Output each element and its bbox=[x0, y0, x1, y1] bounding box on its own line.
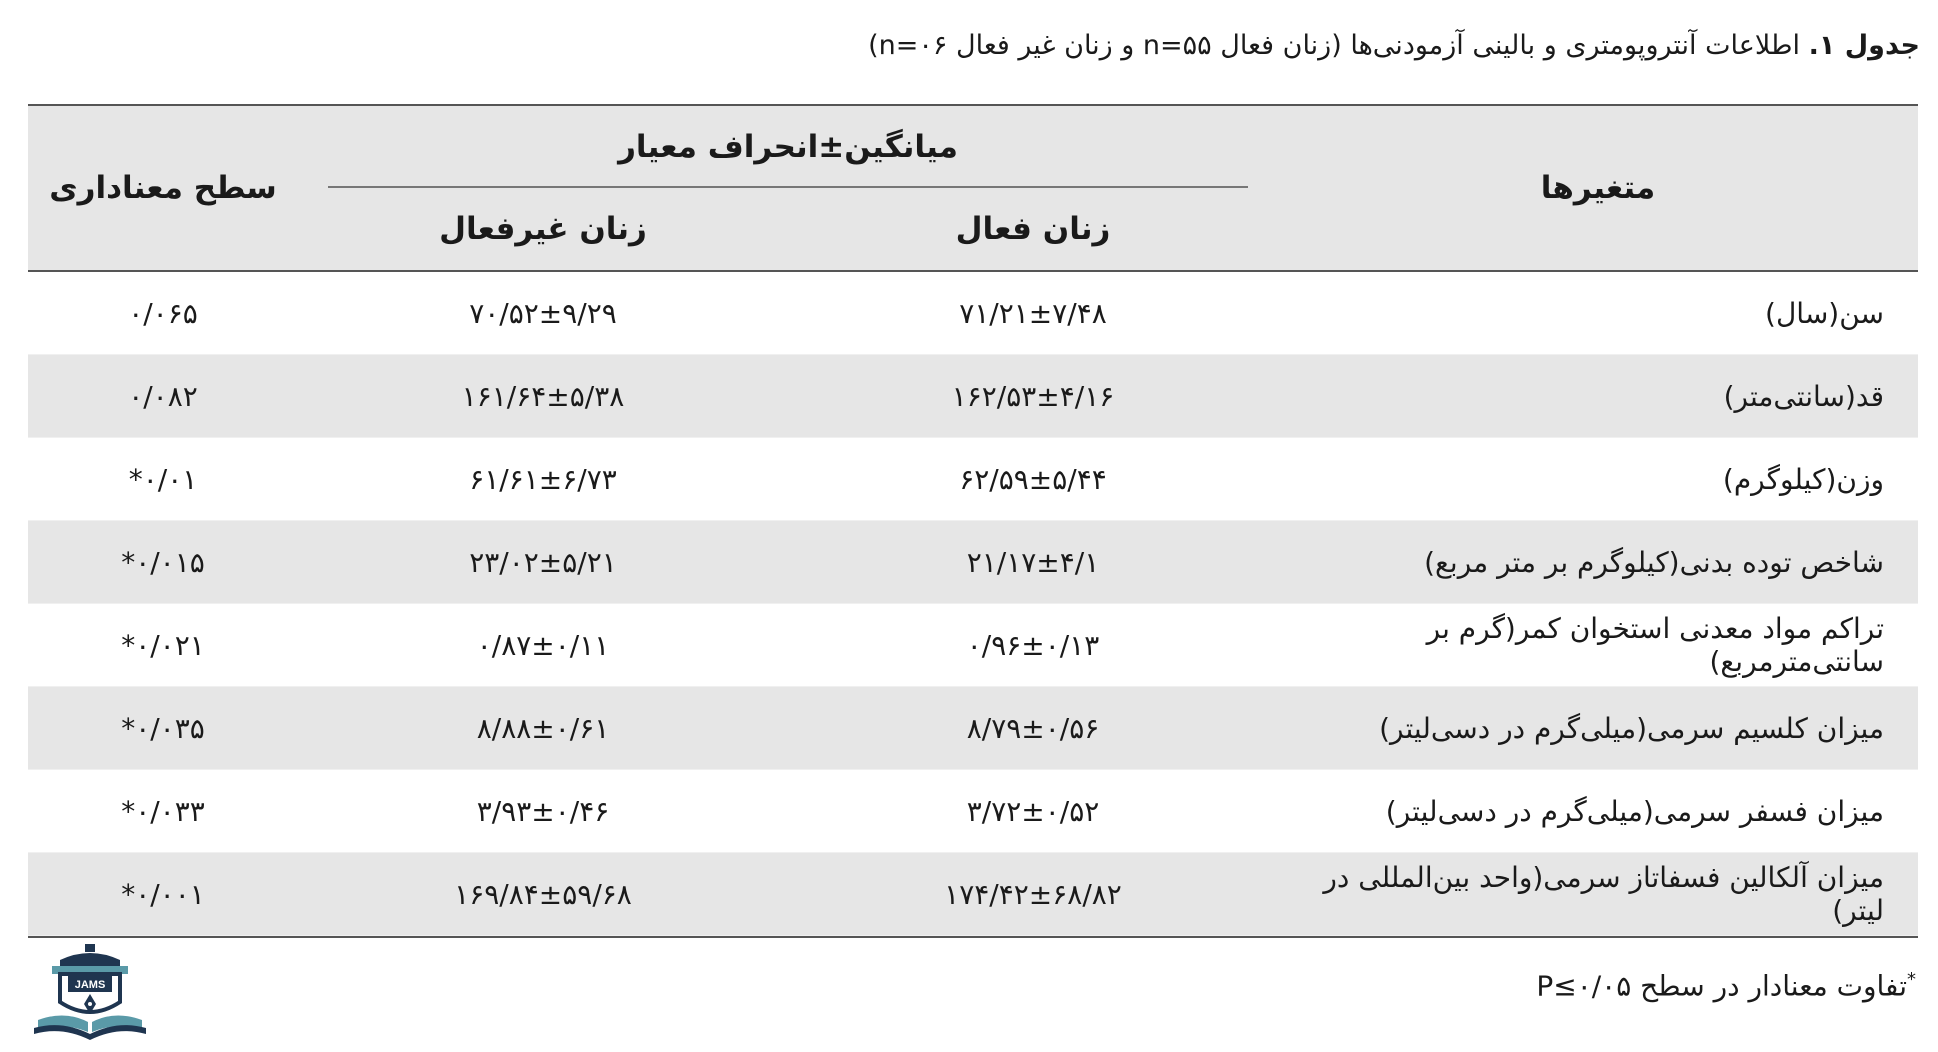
table-footnote bbox=[1536, 960, 1916, 1006]
cell-active: ۳/۷۲±۰/۵۲ bbox=[788, 770, 1278, 853]
table-row bbox=[28, 604, 1918, 687]
jams-logo bbox=[30, 942, 150, 1042]
cell-active: ۸/۷۹±۰/۵۶ bbox=[788, 687, 1278, 770]
data-table bbox=[28, 104, 1918, 938]
caption-lead: جدول ۱. bbox=[1808, 30, 1920, 61]
table-row bbox=[28, 271, 1918, 355]
cell-variable: سن(سال) bbox=[1278, 271, 1918, 355]
cell-inactive: ۱۶۱/۶۴±۵/۳۸ bbox=[298, 355, 788, 438]
cell-variable: میزان آلکالین فسفاتاز سرمی(واحد بین‌المللی در لیتر) bbox=[1278, 853, 1918, 936]
cell-variable: میزان کلسیم سرمی(میلی‌گرم در دسی‌لیتر) bbox=[1278, 687, 1918, 770]
cell-active: ۱۷۴/۴۲±۶۸/۸۲ bbox=[788, 853, 1278, 936]
cell-active: ۱۶۲/۵۳±۴/۱۶ bbox=[788, 355, 1278, 438]
table-row bbox=[28, 355, 1918, 438]
table-row bbox=[28, 687, 1918, 770]
cell-variable: تراکم مواد معدنی استخوان کمر(گرم بر سانتی‌مترمربع) bbox=[1278, 604, 1918, 687]
cell-inactive: ۸/۸۸±۰/۶۱ bbox=[298, 687, 788, 770]
table-header bbox=[28, 106, 1918, 271]
cell-variable: شاخص توده بدنی(کیلوگرم بر متر مربع) bbox=[1278, 521, 1918, 604]
cell-active: ۲۱/۱۷±۴/۱ bbox=[788, 521, 1278, 604]
cell-p-value: ۰/۰۱* bbox=[28, 438, 298, 521]
cell-inactive: ۶۱/۶۱±۶/۷۳ bbox=[298, 438, 788, 521]
table-body bbox=[28, 271, 1918, 936]
cell-p-value: ۰/۰۳۳* bbox=[28, 770, 298, 853]
caption-text: اطلاعات آنتروپومتری و بالینی آزمودنی‌ها (زنان فعال n=۵۵ و زنان غیر فعال n=۰۶) bbox=[868, 30, 1809, 61]
cell-p-value: ۰/۰۶۵ bbox=[28, 271, 298, 355]
table-row bbox=[28, 521, 1918, 604]
cell-inactive: ۲۳/۰۲±۵/۲۱ bbox=[298, 521, 788, 604]
cell-p-value: ۰/۰۱۵* bbox=[28, 521, 298, 604]
cell-inactive: ۰/۸۷±۰/۱۱ bbox=[298, 604, 788, 687]
cell-p-value: ۰/۰۳۵* bbox=[28, 687, 298, 770]
table-caption bbox=[30, 26, 1920, 66]
cell-p-value: ۰/۰۸۲ bbox=[28, 355, 298, 438]
table-row bbox=[28, 438, 1918, 521]
cell-inactive: ۱۶۹/۸۴±۵۹/۶۸ bbox=[298, 853, 788, 936]
cell-active: ۶۲/۵۹±۵/۴۴ bbox=[788, 438, 1278, 521]
cell-p-value: ۰/۰۲۱* bbox=[28, 604, 298, 687]
header-inactive-women: زنان غیرفعال bbox=[298, 188, 788, 271]
cell-inactive: ۳/۹۳±۰/۴۶ bbox=[298, 770, 788, 853]
table-row bbox=[28, 853, 1918, 936]
logo-text: JAMS bbox=[74, 979, 106, 991]
cell-variable: وزن(کیلوگرم) bbox=[1278, 438, 1918, 521]
cell-p-value: ۰/۰۰۱* bbox=[28, 853, 298, 936]
cell-inactive: ۷۰/۵۲±۹/۲۹ bbox=[298, 271, 788, 355]
header-significance: سطح معناداری bbox=[28, 106, 298, 271]
cell-variable: میزان فسفر سرمی(میلی‌گرم در دسی‌لیتر) bbox=[1278, 770, 1918, 853]
cell-variable: قد(سانتی‌متر) bbox=[1278, 355, 1918, 438]
header-variables: متغیرها bbox=[1278, 106, 1918, 271]
table-row bbox=[28, 770, 1918, 853]
footnote-text: تفاوت معنادار در سطح P≤۰/۰۵ bbox=[1536, 969, 1907, 1003]
cell-active: ۰/۹۶±۰/۱۳ bbox=[788, 604, 1278, 687]
footnote-marker: * bbox=[1907, 969, 1916, 990]
header-mean-sd: میانگین±انحراف معیار bbox=[298, 106, 1278, 188]
anthropometric-table bbox=[28, 106, 1918, 936]
header-active-women: زنان فعال bbox=[788, 188, 1278, 271]
cell-active: ۷۱/۲۱±۷/۴۸ bbox=[788, 271, 1278, 355]
